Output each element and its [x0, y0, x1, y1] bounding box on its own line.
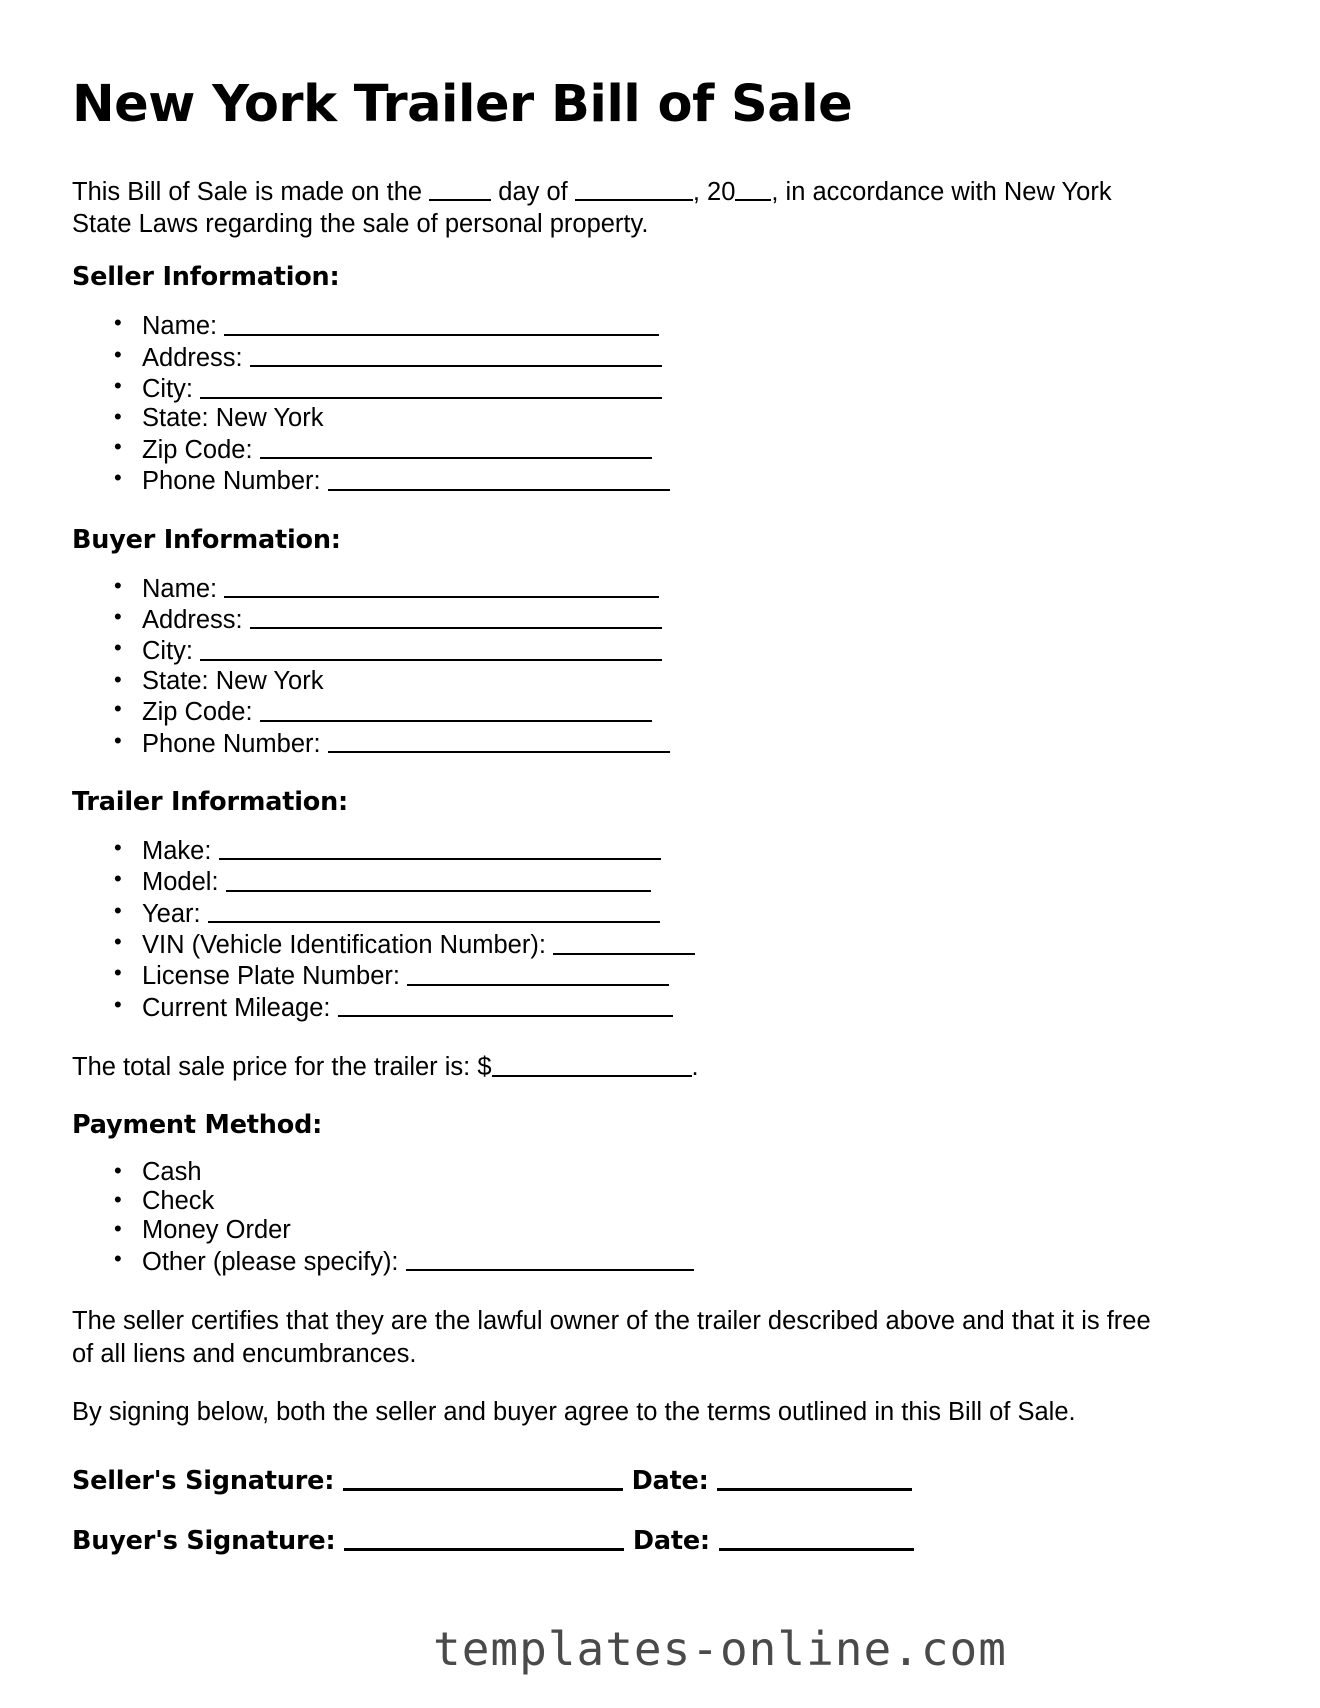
trailer-information-list: [72, 835, 1248, 1023]
site-watermark: templates-online.com: [433, 1622, 1007, 1676]
payment-option-label: Other (please specify):: [142, 1247, 399, 1276]
payment-other-blank[interactable]: [406, 1246, 694, 1271]
list-item: [112, 835, 1248, 866]
field-label: State:: [142, 666, 209, 695]
agreement-paragraph: By signing below, both the seller and buyer agree to the terms outlined in this Bill of Sale.: [72, 1397, 1076, 1426]
payment-option-label: Cash: [142, 1157, 202, 1186]
trailer-plate-blank[interactable]: [407, 960, 669, 985]
list-item: [112, 310, 1248, 341]
field-label: Zip Code:: [142, 698, 253, 727]
seller-zip-blank[interactable]: [260, 434, 652, 459]
year-blank[interactable]: [735, 176, 771, 201]
buyer-date-blank[interactable]: [719, 1524, 914, 1550]
day-blank[interactable]: [429, 176, 491, 201]
field-label: Year:: [142, 899, 201, 928]
seller-information-list: [72, 310, 1248, 496]
buyer-zip-blank[interactable]: [260, 696, 652, 721]
trailer-information-heading: Trailer Information:: [72, 786, 349, 817]
seller-signature-label: Seller's Signature:: [72, 1466, 335, 1497]
list-item: [112, 866, 1248, 897]
list-item: [112, 960, 1248, 991]
buyer-city-blank[interactable]: [200, 635, 662, 660]
field-label: Phone Number:: [142, 467, 321, 496]
seller-signature-blank[interactable]: [343, 1464, 623, 1490]
intro-text-part-1: This Bill of Sale is made on the: [72, 177, 423, 206]
list-item: [112, 696, 1248, 727]
field-label: Phone Number:: [142, 729, 321, 758]
field-label: State:: [142, 404, 209, 433]
list-item: [112, 465, 1248, 496]
field-label: City:: [142, 637, 193, 666]
payment-method-list: [72, 1158, 1248, 1278]
field-label: Address:: [142, 605, 243, 634]
buyer-date-label: Date:: [632, 1526, 710, 1557]
list-item: [112, 667, 1248, 696]
intro-text-part-4: , in accordance with New York State Laws regarding the sale of personal property.: [72, 177, 1112, 238]
list-item: [112, 604, 1248, 635]
buyer-information-list: [72, 573, 1248, 759]
list-item[interactable]: [112, 1216, 1248, 1245]
seller-phone-blank[interactable]: [328, 465, 670, 490]
intro-text-part-3: , 20: [692, 177, 736, 206]
buyer-signature-row: [72, 1524, 1248, 1556]
seller-signature-row: [72, 1464, 1248, 1496]
trailer-year-blank[interactable]: [208, 898, 660, 923]
field-label: Address:: [142, 343, 243, 372]
payment-option-label: Money Order: [142, 1216, 291, 1245]
buyer-signature-blank[interactable]: [344, 1524, 624, 1550]
list-item: [112, 373, 1248, 404]
payment-option-label: Check: [142, 1186, 215, 1215]
field-label: Current Mileage:: [142, 993, 331, 1022]
seller-address-blank[interactable]: [250, 342, 662, 367]
field-label: Model:: [142, 868, 219, 897]
buyer-information-heading: Buyer Information:: [72, 524, 341, 555]
seller-date-label: Date:: [631, 1466, 709, 1497]
buyer-signature-label: Buyer's Signature:: [72, 1526, 336, 1557]
page-title: New York Trailer Bill of Sale: [72, 75, 853, 134]
seller-information-heading: Seller Information:: [72, 262, 340, 293]
field-label: VIN (Vehicle Identification Number):: [142, 930, 546, 959]
buyer-phone-blank[interactable]: [328, 728, 670, 753]
list-item: [112, 992, 1248, 1023]
list-item: [112, 898, 1248, 929]
list-item: [112, 404, 1248, 433]
intro-text-part-2: day of: [498, 177, 568, 206]
month-blank[interactable]: [575, 176, 693, 201]
list-item: [112, 573, 1248, 604]
sale-price-prefix: The total sale price for the trailer is: $: [72, 1053, 492, 1082]
list-item: [112, 728, 1248, 759]
field-label: Make:: [142, 836, 212, 865]
trailer-vin-blank[interactable]: [553, 929, 695, 954]
list-item: [112, 929, 1248, 960]
sale-price-blank[interactable]: [492, 1051, 692, 1076]
seller-date-blank[interactable]: [717, 1464, 912, 1490]
field-label: Name:: [142, 574, 218, 603]
trailer-mileage-blank[interactable]: [338, 992, 673, 1017]
field-value: New York: [215, 404, 324, 433]
field-value: New York: [215, 666, 324, 695]
sale-price-line: [72, 1051, 1177, 1083]
trailer-make-blank[interactable]: [219, 835, 661, 860]
field-label: Zip Code:: [142, 435, 253, 464]
certification-paragraph: The seller certifies that they are the lawful owner of the trailer described above and that it is free of all liens and encumbrances.: [72, 1307, 1151, 1368]
seller-name-blank[interactable]: [224, 310, 659, 335]
list-item[interactable]: [112, 1187, 1248, 1216]
sale-price-suffix: .: [691, 1053, 699, 1082]
payment-method-heading: Payment Method:: [72, 1109, 323, 1140]
list-item: [112, 635, 1248, 666]
field-label: City:: [142, 374, 193, 403]
list-item[interactable]: [112, 1246, 1248, 1277]
trailer-model-blank[interactable]: [226, 866, 651, 891]
list-item: [112, 342, 1248, 373]
intro-paragraph: [72, 176, 1177, 241]
field-label: Name:: [142, 312, 218, 341]
buyer-name-blank[interactable]: [224, 573, 659, 598]
buyer-address-blank[interactable]: [250, 604, 662, 629]
seller-city-blank[interactable]: [200, 373, 662, 398]
list-item[interactable]: [112, 1158, 1248, 1187]
field-label: License Plate Number:: [142, 962, 400, 991]
list-item: [112, 434, 1248, 465]
